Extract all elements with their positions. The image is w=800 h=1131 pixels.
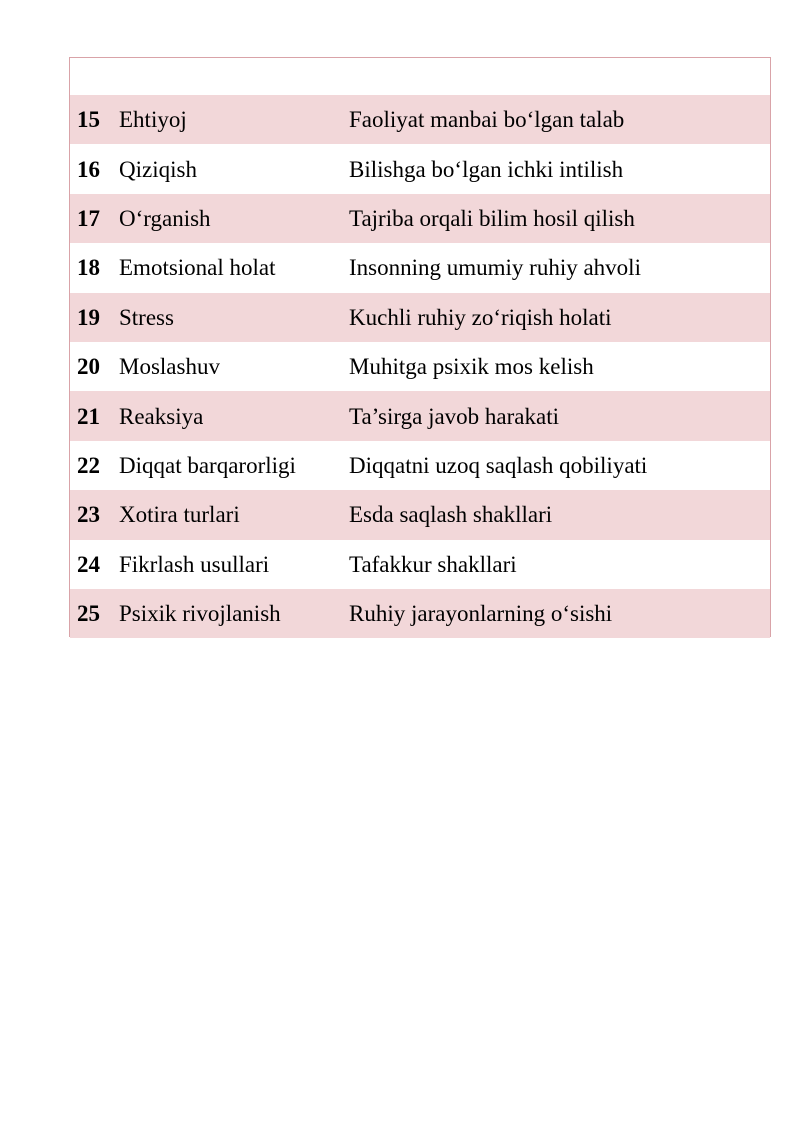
table-row <box>70 391 770 440</box>
row-number: 19 <box>77 304 100 330</box>
table-row <box>70 243 770 292</box>
row-number: 20 <box>77 354 100 380</box>
row-definition: Muhitga psixik mos kelish <box>349 354 594 380</box>
table-row <box>70 293 770 342</box>
table-row <box>70 490 770 539</box>
row-term: Qiziqish <box>119 156 197 182</box>
row-definition: Bilishga bo‘lgan ichki intilish <box>349 156 624 182</box>
table-row <box>70 144 770 193</box>
table-row <box>70 441 770 490</box>
row-number: 18 <box>77 255 100 281</box>
row-term: O‘rganish <box>119 205 211 231</box>
row-term: Diqqat barqarorligi <box>119 452 296 478</box>
row-number: 17 <box>77 205 100 231</box>
row-number: 21 <box>77 403 100 429</box>
row-number: 22 <box>77 452 100 478</box>
table-row <box>70 342 770 391</box>
row-term: Emotsional holat <box>119 255 276 281</box>
row-definition: Diqqatni uzoq saqlash qobiliyati <box>349 452 648 478</box>
row-term: Xotira turlari <box>119 502 240 528</box>
row-number: 23 <box>77 502 100 528</box>
row-definition: Ta’sirga javob harakati <box>349 403 559 429</box>
row-definition: Esda saqlash shakllari <box>349 502 553 528</box>
row-term: Reaksiya <box>119 403 204 429</box>
row-term: Ehtiyoj <box>119 107 187 133</box>
table-row <box>70 589 770 638</box>
row-definition: Insonning umumiy ruhiy ahvoli <box>349 255 641 281</box>
row-number: 15 <box>77 107 100 133</box>
row-term: Fikrlash usullari <box>119 551 270 577</box>
row-definition: Tajriba orqali bilim hosil qilish <box>349 205 635 231</box>
row-term: Moslashuv <box>119 354 220 380</box>
glossary-table <box>69 57 771 637</box>
row-term: Stress <box>119 304 174 330</box>
row-number: 24 <box>77 551 100 577</box>
glossary-table-body <box>70 95 770 638</box>
row-number: 25 <box>77 601 100 627</box>
table-row <box>70 540 770 589</box>
row-term: Psixik rivojlanish <box>119 601 281 627</box>
row-definition: Kuchli ruhiy zo‘riqish holati <box>349 304 612 330</box>
table-row <box>70 194 770 243</box>
table-row <box>70 95 770 144</box>
row-definition: Faoliyat manbai bo‘lgan talab <box>349 107 625 133</box>
row-number: 16 <box>77 156 100 182</box>
row-definition: Ruhiy jarayonlarning o‘sishi <box>349 601 613 627</box>
row-definition: Tafakkur shakllari <box>349 551 517 577</box>
